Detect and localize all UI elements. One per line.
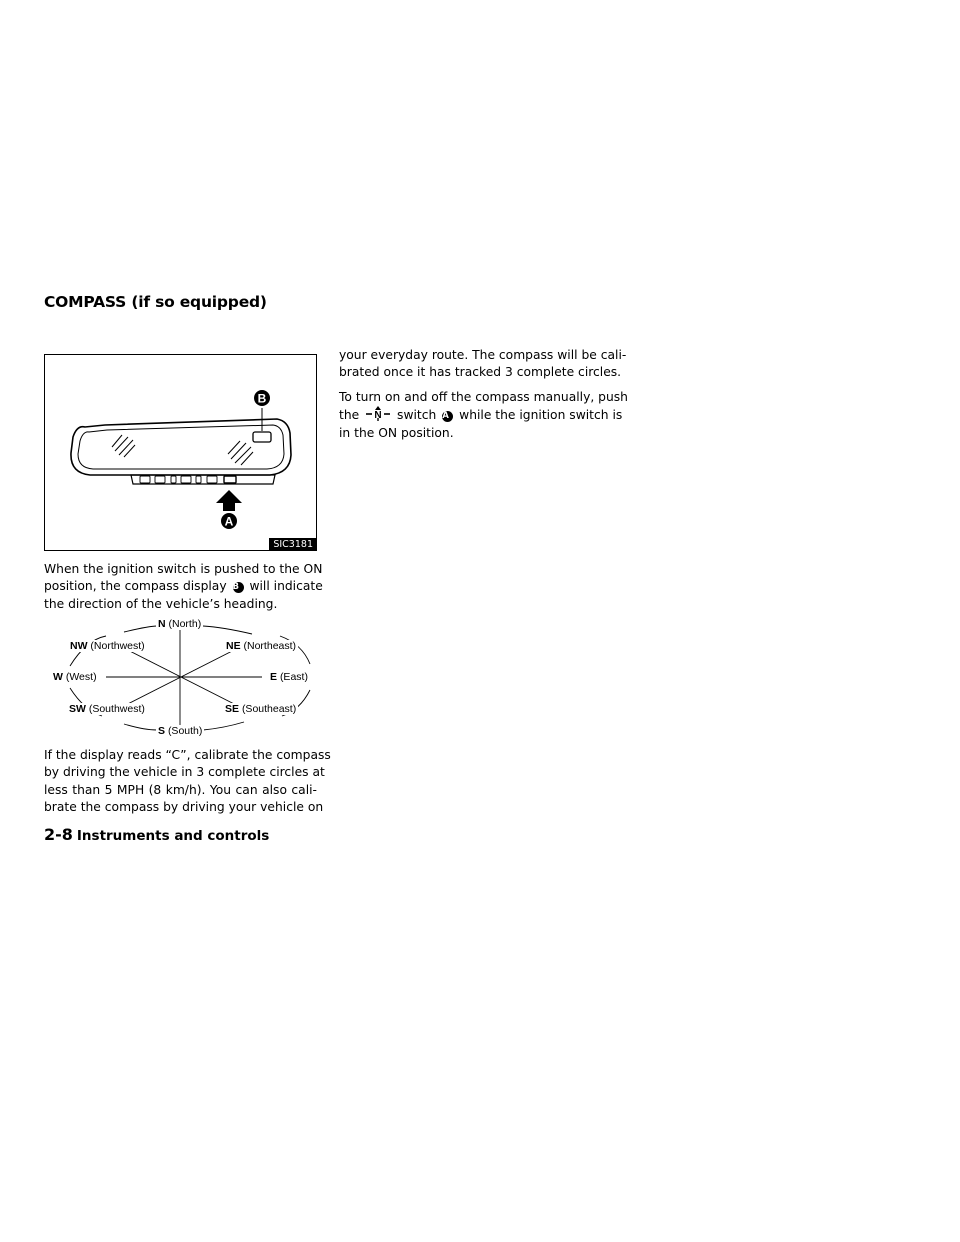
text-line: your everyday route. The compass will be cali- (339, 348, 627, 362)
text-line: the direction of the vehicle’s heading. (44, 596, 278, 611)
left-paragraph-2 (44, 747, 331, 817)
callout-a-label: A (224, 514, 234, 529)
callout-a-badge: A (442, 411, 453, 422)
text-line: When the ignition switch is pushed to the ON (44, 562, 323, 576)
text-line: If the display reads “C”, calibrate the compass (44, 748, 331, 762)
text-fragment: switch (397, 408, 437, 423)
figure-code: SIC3181 (269, 538, 316, 550)
callout-b-label: B (257, 391, 267, 406)
section-title: COMPASS (if so equipped) (44, 293, 267, 311)
text-line (44, 578, 323, 595)
text-line: brate the compass by driving your vehicle on (44, 800, 324, 815)
text-line: brated once it has tracked 3 complete circles. (339, 365, 622, 380)
compass-label-nw: NW (Northwest) (70, 640, 145, 652)
svg-text:N: N (374, 410, 382, 422)
chapter-title: Instruments and controls (76, 828, 270, 844)
page-number: 2-8 (44, 825, 73, 844)
callout-b-badge: B (233, 582, 244, 593)
text-fragment: the (339, 408, 360, 423)
compass-rose (44, 612, 324, 742)
left-paragraph-1 (44, 561, 323, 613)
compass-n-icon (365, 406, 391, 421)
text-line: in the ON position. (339, 425, 454, 440)
compass-label-sw: SW (Southwest) (69, 703, 145, 715)
text-line: To turn on and off the compass manually, push (339, 390, 628, 404)
page-footer (44, 825, 269, 844)
mirror-illustration (45, 355, 317, 551)
compass-label-e: E (East) (270, 671, 308, 683)
text-fragment: while the ignition switch is (459, 408, 623, 423)
right-paragraph-2 (339, 389, 628, 442)
mirror-figure (44, 354, 317, 551)
right-paragraph-1 (339, 347, 627, 382)
compass-label-ne: NE (Northeast) (226, 640, 297, 652)
text-line: less than 5 MPH (8 km/h). You can also cali- (44, 782, 317, 797)
arrow-icon (216, 490, 242, 511)
text-fragment: position, the compass display (44, 579, 227, 594)
compass-label-n: N (North) (158, 618, 202, 630)
compass-label-s: S (South) (158, 725, 203, 737)
text-line: by driving the vehicle in 3 complete circles at (44, 765, 325, 780)
compass-label-w: W (West) (53, 671, 97, 683)
compass-label-se: SE (Southeast) (225, 703, 297, 715)
text-fragment: will indicate (249, 579, 323, 594)
text-line (339, 406, 623, 424)
